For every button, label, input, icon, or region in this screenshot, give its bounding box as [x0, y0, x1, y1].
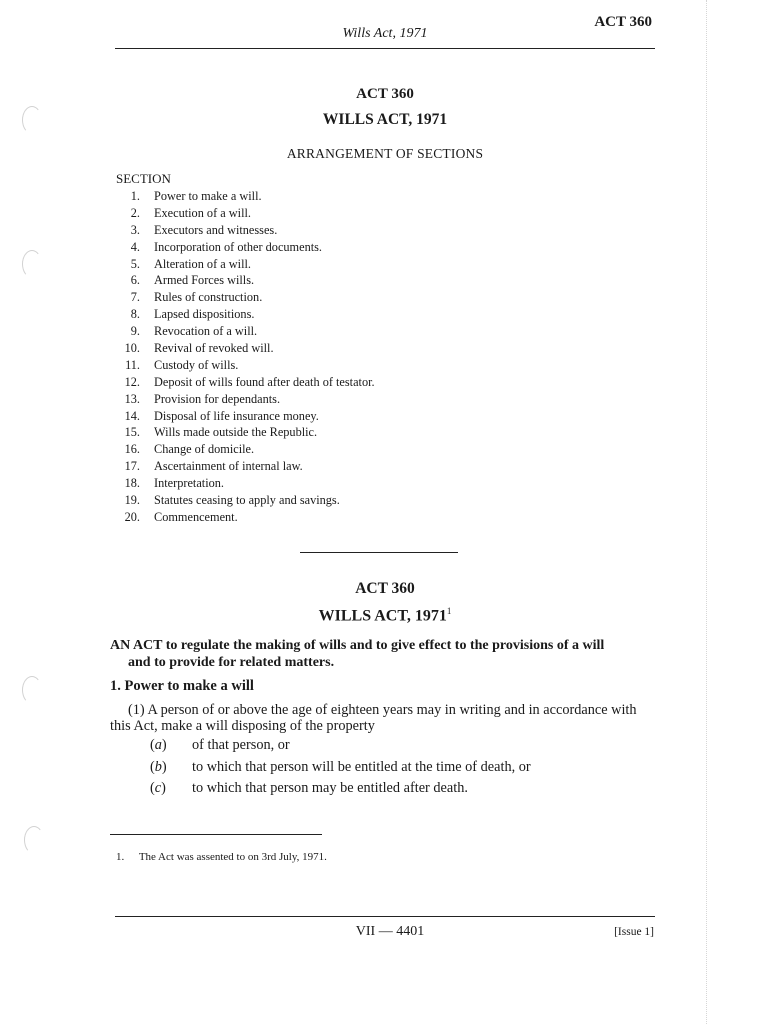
header-act-number: ACT 360	[594, 14, 652, 30]
item-text: of that person, or	[192, 737, 290, 753]
list-item	[150, 737, 290, 754]
section-title: Deposit of wills found after death of testator.	[154, 374, 375, 389]
issue-label: [Issue 1]	[614, 926, 654, 938]
section-title: Disposal of life insurance money.	[154, 408, 319, 423]
long-title-line-2: and to provide for related matters.	[128, 655, 335, 670]
section-number: 20.	[124, 509, 140, 524]
list-item	[110, 256, 530, 273]
section-1-heading: 1. Power to make a will	[110, 678, 254, 694]
list-item	[110, 239, 530, 256]
header-rule	[115, 48, 655, 49]
section-number: 9.	[130, 324, 140, 339]
section-number: 17.	[124, 459, 140, 474]
punch-hole-mark	[22, 250, 42, 278]
section-title: Statutes ceasing to apply and savings.	[154, 493, 340, 508]
footnote-text: The Act was assented to on 3rd July, 1971.	[138, 851, 327, 863]
arrangement-title: WILLS ACT, 1971	[322, 111, 448, 128]
section-number: 13.	[124, 391, 140, 406]
punch-hole-mark	[22, 676, 42, 704]
item-text: to which that person may be entitled after death.	[192, 780, 468, 796]
list-item	[150, 759, 531, 776]
footnote-ref: 1	[446, 606, 452, 616]
section-title: Change of domicile.	[154, 442, 255, 457]
section-title: Alteration of a will.	[154, 256, 251, 271]
section-number: 19.	[124, 493, 140, 508]
section-title: Custody of wills.	[154, 357, 239, 372]
footnote-rule	[110, 834, 322, 835]
list-item	[110, 391, 530, 408]
section-number: 5.	[130, 256, 140, 271]
section-title: Revival of revoked will.	[154, 341, 274, 356]
list-item	[110, 205, 530, 222]
list-item	[110, 424, 530, 441]
item-label: (a)	[150, 737, 167, 753]
punch-hole-mark	[24, 826, 44, 854]
section-title: Ascertainment of internal law.	[154, 459, 303, 474]
item-text: to which that person will be entitled at the time of death, or	[192, 759, 531, 775]
list-item	[110, 408, 530, 425]
footnote-number: 1.	[116, 851, 125, 863]
section-number: 7.	[130, 290, 140, 305]
list-item	[110, 222, 530, 239]
section-title: Lapsed dispositions.	[154, 307, 255, 322]
body-title	[115, 606, 655, 625]
list-item	[110, 323, 530, 340]
section-title: Executors and witnesses.	[154, 222, 278, 237]
section-number: 10.	[124, 341, 140, 356]
item-label: (c)	[150, 780, 166, 796]
running-title: Wills Act, 1971	[342, 26, 428, 41]
section-title: Armed Forces wills.	[154, 273, 255, 288]
item-label: (b)	[150, 759, 167, 775]
section-title: Commencement.	[154, 509, 238, 524]
list-item	[110, 272, 530, 289]
arrangement-act-number: ACT 360	[356, 86, 414, 102]
page-number: VII — 4401	[355, 924, 425, 939]
arrangement-heading: ARRANGEMENT OF SECTIONS	[286, 146, 484, 161]
list-item	[110, 441, 530, 458]
list-item	[150, 780, 468, 797]
section-title: Execution of a will.	[154, 205, 251, 220]
section-number: 8.	[130, 307, 140, 322]
list-item	[110, 289, 530, 306]
section-title: Rules of construction.	[154, 290, 263, 305]
section-1-paragraph: (1) A person of or above the age of eighteen years may in writing and in accordance with this Act, make a will disposing of the property	[110, 702, 637, 734]
section-title: Power to make a will.	[154, 189, 262, 203]
footnote	[116, 851, 327, 863]
list-item	[110, 188, 530, 205]
list-item	[110, 509, 530, 526]
scan-edge-line	[706, 0, 707, 1024]
list-item	[110, 340, 530, 357]
section-title: Provision for dependants.	[154, 391, 281, 406]
section-divider-rule	[300, 552, 458, 553]
list-item	[110, 374, 530, 391]
section-title: Incorporation of other documents.	[154, 239, 323, 254]
long-title	[110, 637, 650, 671]
section-number: 15.	[124, 425, 140, 440]
punch-hole-mark	[22, 106, 42, 134]
section-number: 6.	[130, 273, 140, 288]
section-title: Revocation of a will.	[154, 324, 258, 339]
body-title-text: WILLS ACT, 1971	[318, 607, 447, 625]
list-item	[110, 458, 530, 475]
section-number: 12.	[124, 374, 140, 389]
sections-list	[110, 188, 530, 526]
section-number: 1.	[130, 189, 140, 203]
section-number: 16.	[124, 442, 140, 457]
section-number: 18.	[124, 476, 140, 491]
list-item	[110, 475, 530, 492]
footer-rule	[115, 916, 655, 917]
long-title-line-1: AN ACT to regulate the making of wills and to give effect to the provisions of a will	[110, 638, 605, 653]
section-number: 4.	[130, 239, 140, 254]
section-label: SECTION	[116, 171, 171, 186]
section-number: 2.	[130, 205, 140, 220]
section-number: 14.	[124, 408, 140, 423]
body-act-number: ACT 360	[355, 580, 415, 597]
section-title: Wills made outside the Republic.	[154, 425, 318, 440]
section-number: 3.	[130, 222, 140, 237]
list-item	[110, 306, 530, 323]
list-item	[110, 357, 530, 374]
list-item	[110, 492, 530, 509]
section-title: Interpretation.	[154, 476, 224, 491]
section-number: 11.	[125, 357, 140, 372]
